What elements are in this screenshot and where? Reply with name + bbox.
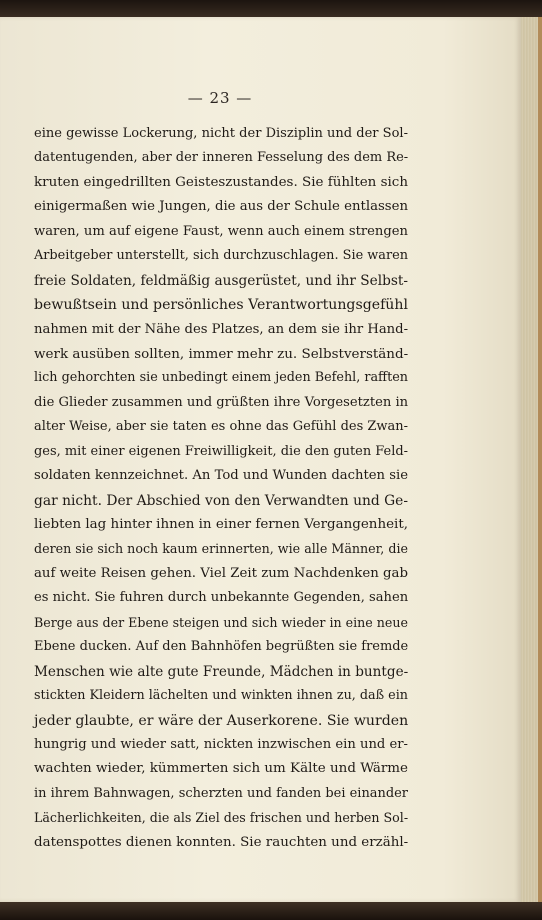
body-text (34, 122, 408, 855)
text-line: kruten eingedrillten Geisteszustandes. Sie fühlten sich (34, 174, 408, 190)
text-line: bewußtsein und persönliches Verantwortungsgefühl (34, 297, 408, 314)
text-line: Ebene ducken. Auf den Bahnhöfen begrüßten sie fremde (34, 639, 409, 655)
page-number: — 23 — (187, 89, 253, 107)
text-line: lich gehorchten sie unbedingt einem jeden Befehl, rafften (34, 370, 408, 386)
text-line: freie Soldaten, feldmäßig ausgerüstet, und ihr Selbst- (34, 272, 408, 289)
text-line: datenspottes dienen konnten. Sie rauchten und erzähl- (34, 834, 409, 850)
text-line: nahmen mit der Nähe des Platzes, an dem sie ihr Hand- (34, 321, 409, 337)
text-line: datentugenden, aber der inneren Fesselung des dem Re- (34, 150, 409, 166)
scan-top-edge (0, 0, 542, 18)
text-line: auf weite Reisen gehen. Viel Zeit zum Nachdenken gab (34, 565, 408, 581)
scan-bottom-edge (0, 902, 542, 920)
text-line: waren, um auf eigene Faust, wenn auch einem strengen (34, 223, 408, 239)
text-line: stickten Kleidern lächelten und winkten ihnen zu, daß ein (34, 688, 408, 704)
text-line: liebten lag hinter ihnen in einer fernen Vergangenheit, (34, 517, 408, 532)
text-line: alter Weise, aber sie taten es ohne das Gefühl des Zwan- (34, 419, 408, 435)
text-line: Menschen wie alte gute Freunde, Mädchen in buntge- (34, 663, 409, 680)
text-line: ges, mit einer eigenen Freiwilligkeit, die den guten Feld- (34, 443, 408, 459)
text-line: Arbeitgeber unterstellt, sich durchzuschlagen. Sie waren (34, 248, 408, 264)
text-line: jeder glaubte, er wäre der Auserkorene. Sie wurden (34, 712, 409, 729)
text-line: wachten wieder, kümmerten sich um Kälte und Wärme (34, 761, 408, 777)
text-line: die Glieder zusammen und grüßten ihre Vorgesetzten in (34, 394, 409, 410)
text-line: eine gewisse Lockerung, nicht der Disziplin und der Sol- (34, 126, 408, 141)
text-line: in ihrem Bahnwagen, scherzten und fanden bei einander (34, 785, 408, 801)
text-line: einigermaßen wie Jungen, die aus der Schule entlassen (34, 199, 408, 215)
text-line: hungrig und wieder satt, nickten inzwischen ein und er- (34, 736, 408, 752)
text-line: Berge aus der Ebene steigen und sich wieder in eine neue (34, 614, 408, 630)
text-line: werk ausüben sollten, immer mehr zu. Selbstverständ- (34, 345, 409, 362)
text-line: soldaten kennzeichnet. An Tod und Wunden dachten sie (34, 468, 408, 484)
page-stack-edge (521, 17, 542, 902)
text-line: es nicht. Sie fuhren durch unbekannte Gegenden, sahen (34, 590, 409, 606)
text-line: Lächerlichkeiten, die als Ziel des frischen und herben Sol- (34, 810, 409, 826)
text-line: gar nicht. Der Abschied von den Verwandten und Ge- (34, 492, 408, 509)
text-line: deren sie sich noch kaum erinnerten, wie alle Männer, die (34, 541, 408, 557)
